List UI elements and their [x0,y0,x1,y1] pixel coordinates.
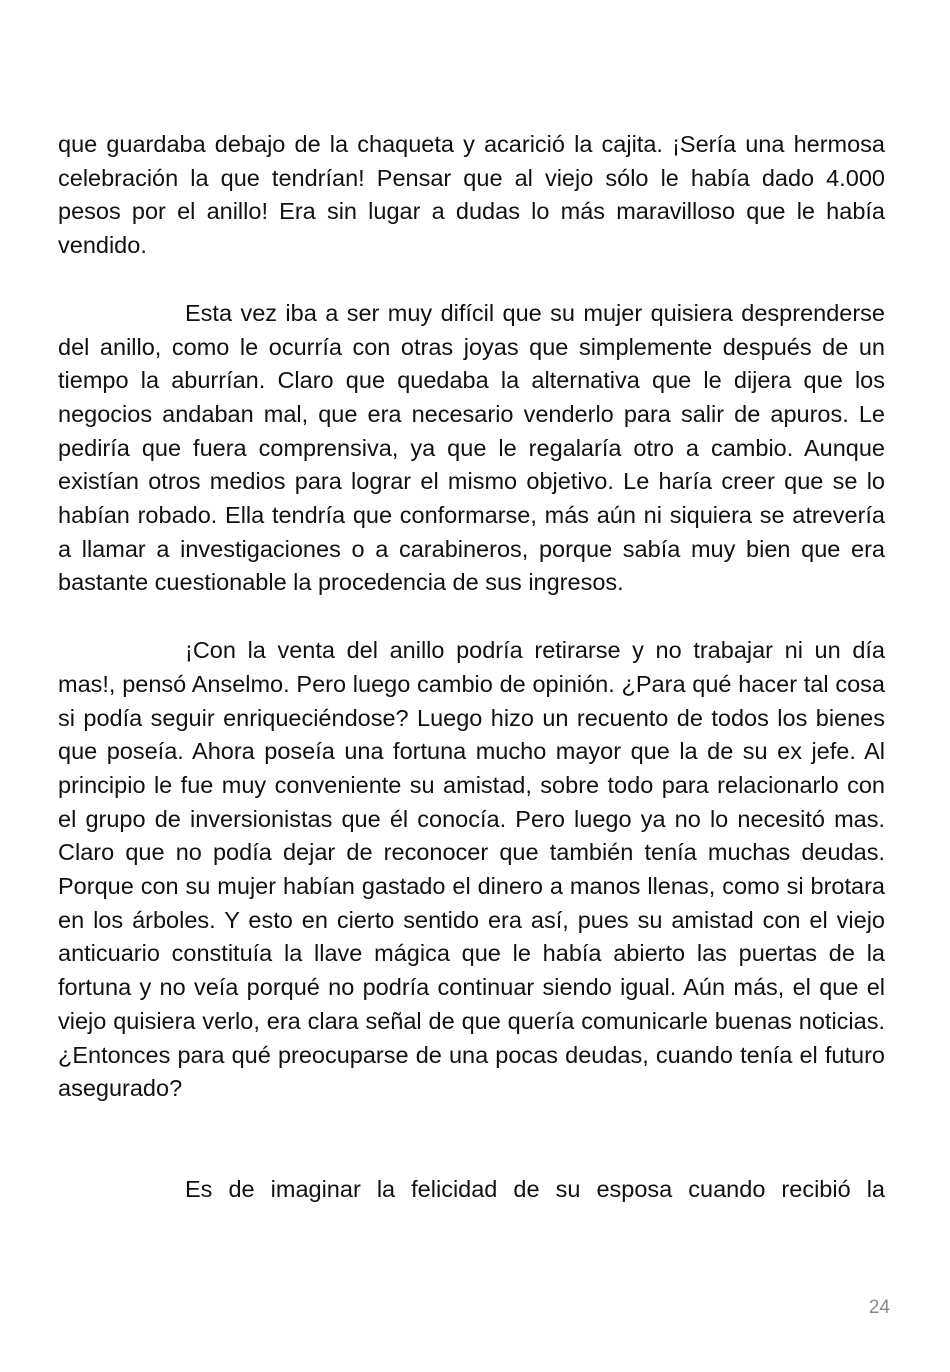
paragraph-1: que guardaba debajo de la chaqueta y acarició la cajita. ¡Sería una hermosa celebración la que tendrían! Pensar que al viejo sólo le había dado 4.000 pesos por el anillo! Era sin lugar a dudas lo más maravilloso que le había vendido. [58,131,885,259]
body-text [58,128,885,1207]
paragraph-4: Es de imaginar la felicidad de su esposa cuando recibió la [185,1175,885,1202]
page-number: 24 [868,1297,890,1318]
paragraph-2: Esta vez iba a ser muy difícil que su mujer quisiera desprenderse del anillo, como le ocurría con otras joyas que simplemente después de un tiempo la aburrían. Claro que quedaba la alternativa que le dijera que los negocios andaban mal, que era necesario venderlo para salir de apuros. Le pediría que fuera comprensiva, ya que le regalaría otro a cambio. Aunque existían otros medios para lograr el mismo objetivo. Le haría creer que se lo habían robado. Ella tendría que conformarse, más aún ni siquiera se atrevería a llamar a investigaciones o a carabineros, porque sabía muy bien que era bastante cuestionable la procedencia de sus ingresos. [58,299,885,596]
paragraph-3: ¡Con la venta del anillo podría retirarse y no trabajar ni un día mas!, pensó Anselmo. Pero luego cambio de opinión. ¿Para qué hacer tal cosa si podía seguir enriqueciéndose? Luego hizo un recuento de todos los bienes que poseía. Ahora poseía una fortuna mucho mayor que la de su ex jefe. Al principio le fue muy conveniente su amistad, sobre todo para relacionarlo con el grupo de inversionistas que él conocía. Pero luego ya no lo necesitó mas. Claro que no podía dejar de reconocer que también tenía muchas deudas. Porque con su mujer habían gastado el dinero a manos llenas, como si brotara en los árboles. Y esto en cierto sentido era así, pues su amistad con el viejo anticuario constituía la llave mágica que le había abierto las puertas de la fortuna y no veía porqué no podría continuar siendo igual. Aún más, el que el viejo quisiera verlo, era clara señal de que quería comunicarle buenas noticias. ¿Entonces para qué preocuparse de una pocas deudas, cuando tenía el futuro asegurado? [58,637,885,1102]
